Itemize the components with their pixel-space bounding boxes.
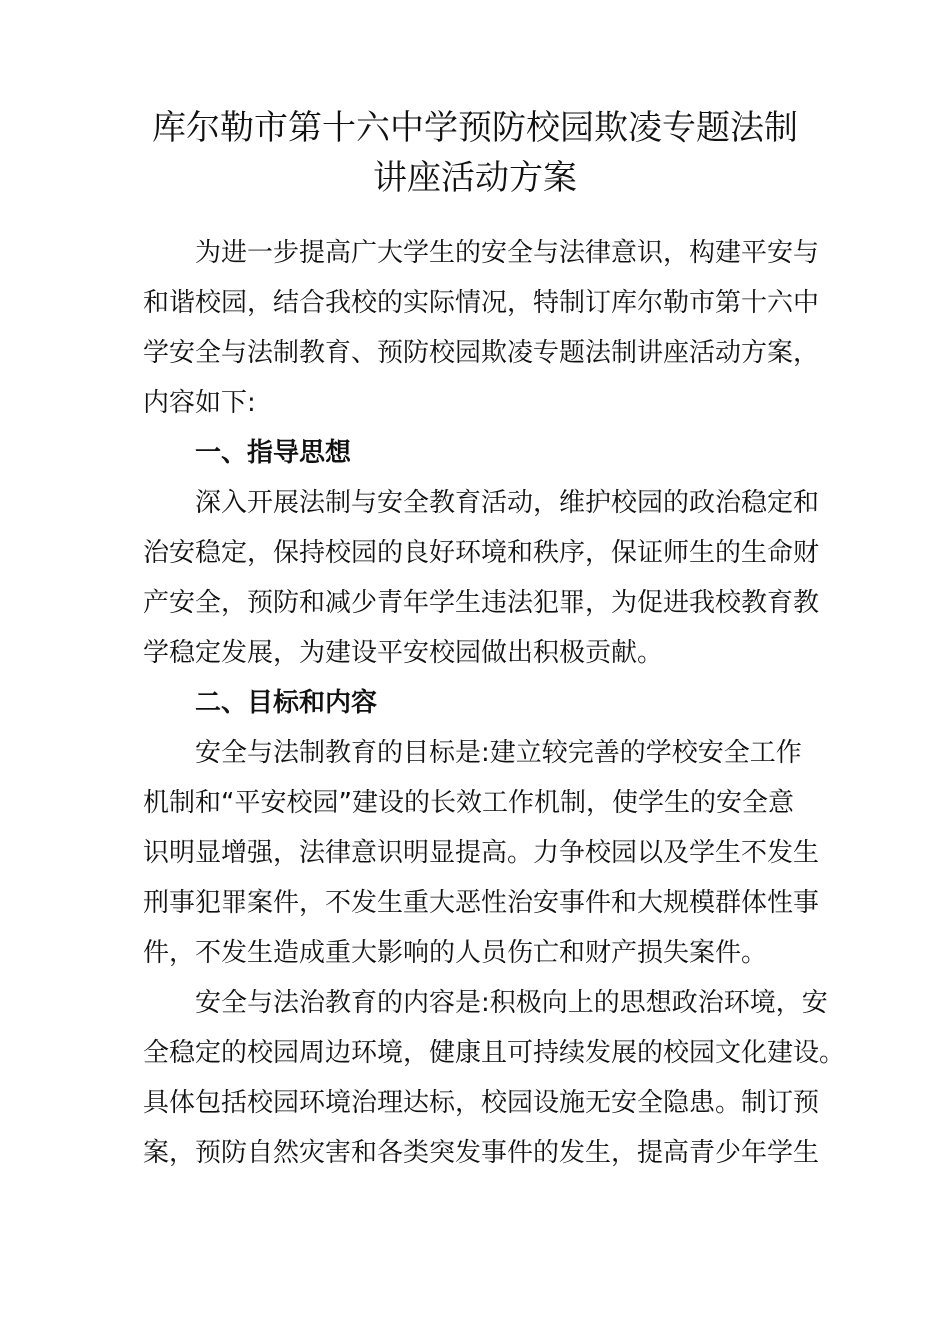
intro-paragraph	[143, 228, 833, 428]
text-line: 治安稳定，保持校园的良好环境和秩序，保证师生的生命财	[143, 538, 820, 568]
text-line: 学安全与法制教育、预防校园欺凌专题法制讲座活动方案，	[143, 338, 820, 368]
text-line: 为进一步提高广大学生的安全与法律意识，构建平安与	[195, 238, 820, 268]
text-line: 机制和“平安校园”建设的长效工作机制，使学生的安全意	[143, 788, 794, 818]
text-line: 内容如下:	[143, 388, 256, 418]
text-line: 学稳定发展，为建设平安校园做出积极贡献。	[143, 638, 664, 668]
document-title-line-1: 库尔勒市第十六中学预防校园欺凌专题法制	[152, 108, 798, 148]
text-line: 全稳定的校园周边环境，健康且可持续发展的校园文化建设。	[143, 1038, 846, 1068]
section-heading-goals-content: 二、目标和内容	[195, 688, 378, 718]
text-line: 具体包括校园环境治理达标，校园设施无安全隐患。制订预	[143, 1088, 820, 1118]
text-line: 深入开展法制与安全教育活动，维护校园的政治稳定和	[195, 488, 820, 518]
text-line: 刑事犯罪案件，不发生重大恶性治安事件和大规模群体性事	[143, 888, 820, 918]
section2-paragraph-1	[143, 728, 833, 978]
text-line: 件，不发生造成重大影响的人员伤亡和财产损失案件。	[143, 938, 768, 968]
section2-paragraph-2	[143, 978, 846, 1178]
text-line: 识明显增强，法律意识明显提高。力争校园以及学生不发生	[143, 838, 820, 868]
text-line: 产安全，预防和减少青年学生违法犯罪，为促进我校教育教	[143, 588, 820, 618]
section1-paragraph	[143, 478, 833, 678]
text-line: 安全与法制教育的目标是:建立较完善的学校安全工作	[195, 738, 802, 768]
text-line: 案，预防自然灾害和各类突发事件的发生，提高青少年学生	[143, 1138, 820, 1168]
document-title-line-2: 讲座活动方案	[373, 158, 577, 198]
text-line: 安全与法治教育的内容是:积极向上的思想政治环境，安	[195, 988, 828, 1018]
section-heading-guiding-ideology: 一、指导思想	[195, 438, 352, 468]
text-line: 和谐校园，结合我校的实际情况，特制订库尔勒市第十六中	[143, 288, 820, 318]
document-body	[143, 228, 846, 1178]
